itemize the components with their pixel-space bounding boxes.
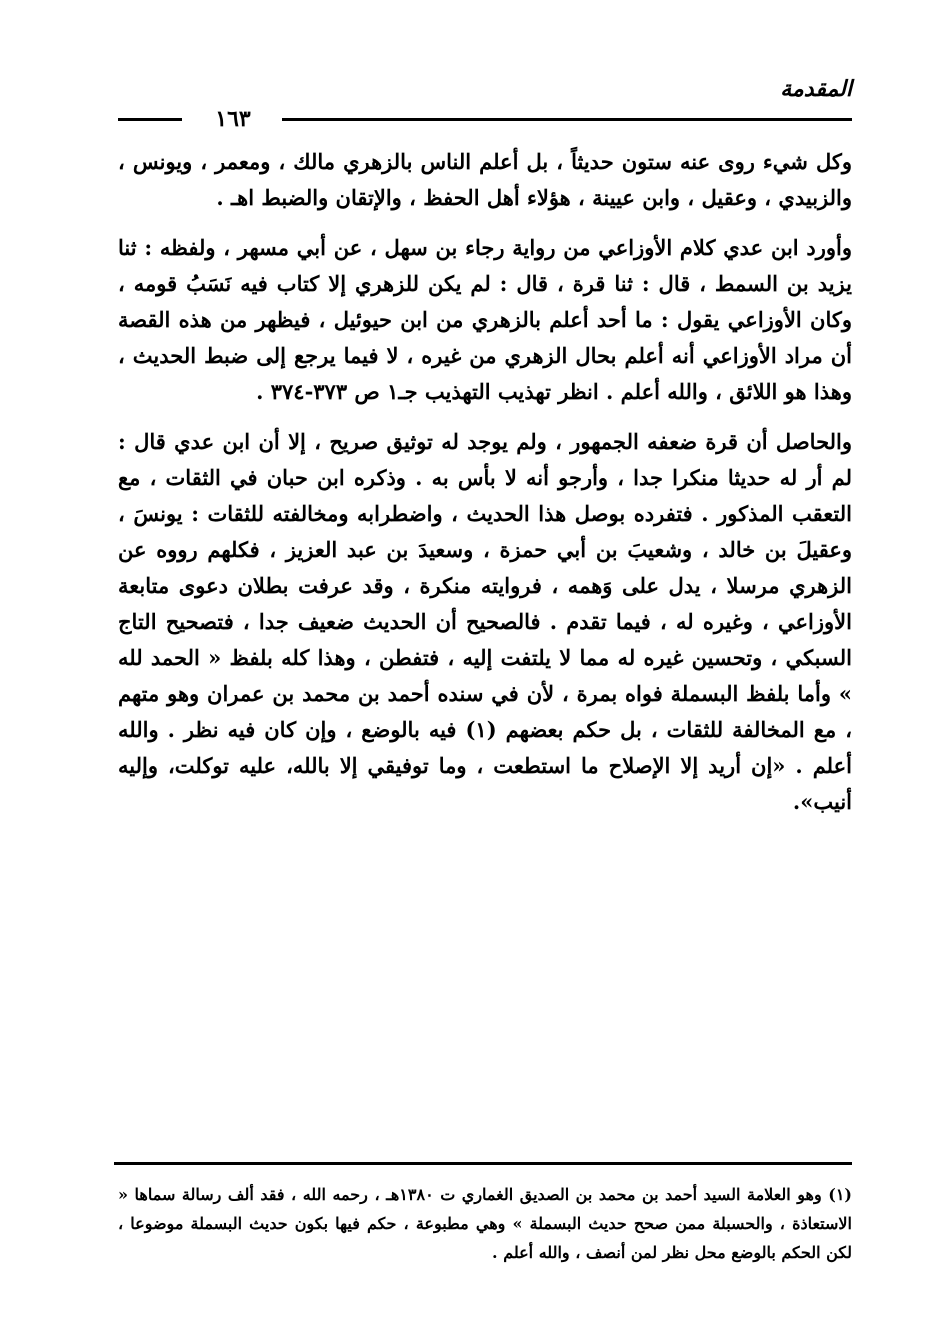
page-number: ١٦٣ bbox=[215, 106, 251, 132]
paragraph-3: والحاصل أن قرة ضعفه الجمهور ، ولم يوجد له توثيق صريح ، إلا أن ابن عدي قال : لم أر له حديثا منكرا جدا ، وأرجو أنه لا بأس به . وذكره ابن حبان في الثقات ، مع التعقب المذكور . فتفرده بوصل هذا الحديث ، واضطرابه ومخالفته للثقات : يونسَ ، وعقيلَ بن خالد ، وشعيبَ بن أبي حمزة ، وسعيدَ بن عبد العزيز ، فكلهم رووه عن الزهري مرسلا ، يدل على وَهمه ، فروايته منكرة ، وقد عرفت بطلان دعوى متابعة الأوزاعي ، وغيره له ، فيما تقدم . فالصحيح أن الحديث ضعيف جدا ، فتصحيح التاج السبكي ، وتحسين غيره له مما لا يلتفت إليه ، فتفطن ، وهذا كله بلفظ « الحمد لله » وأما بلفظ البسملة فواه بمرة ، لأن في سنده أحمد بن محمد بن عمران وهو متهم ، مع المخالفة للثقات ، بل حكم بعضهم (١) فيه بالوضع ، وإن كان فيه نظر . والله أعلم . «إن أريد إلا الإصلاح ما استطعت ، وما توفيقي إلا بالله، عليه توكلت، وإليه أنيب». bbox=[118, 429, 852, 814]
header-rule-left bbox=[118, 118, 182, 121]
running-header-title: المقدمة bbox=[780, 76, 852, 102]
footnote-separator bbox=[114, 1162, 852, 1165]
paragraph-2: وأورد ابن عدي كلام الأوزاعي من رواية رجاء بن سهل ، عن أبي مسهر ، ولفظه : ثنا يزيد بن السمط ، قال : ثنا قرة ، قال : لم يكن للزهري إلا كتاب فيه نَسَبُ قومه ، وكان الأوزاعي يقول : ما أحد أعلم بالزهري من ابن حيوئيل ، فيظهر من هذه القصة أن مراد الأوزاعي أنه أعلم بحال الزهري من غيره ، لا فيما يرجع إلى ضبط الحديث ، وهذا هو اللائق ، والله أعلم . انظر تهذيب التهذيب جـ١ ص ٣٧٣-٣٧٤ . bbox=[118, 235, 852, 404]
book-page bbox=[118, 70, 852, 1310]
paragraph-1: وكل شيء روى عنه ستون حديثاً ، بل أعلم الناس بالزهري مالك ، ومعمر ، ويونس ، والزبيدي ، وعقيل ، وابن عيينة ، هؤلاء أهل الحفظ ، والإتقان والضبط اهـ . bbox=[118, 149, 852, 210]
main-text bbox=[118, 144, 852, 820]
header-rule-right bbox=[282, 118, 852, 121]
header-rule bbox=[118, 106, 852, 132]
footnote: (١) وهو العلامة السيد أحمد بن محمد بن الصديق الغماري ت ١٣٨٠هـ ، رحمه الله ، فقد ألف رسالة سماها « الاستعاذة ، والحسبلة ممن صحح حديث البسملة » وهي مطبوعة ، حكم فيها بكون حديث البسملة موضوعا ، لكن الحكم بالوضع محل نظر لمن أنصف ، والله أعلم . bbox=[118, 1185, 852, 1262]
